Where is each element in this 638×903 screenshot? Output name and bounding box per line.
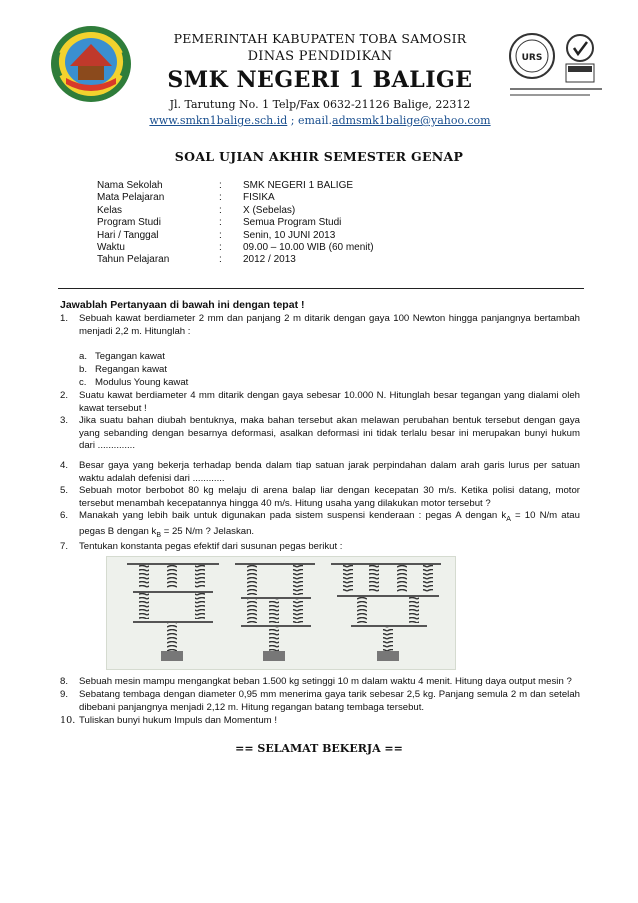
- info-value: SMK NEGERI 1 BALIGE: [243, 180, 354, 191]
- question-text: Sebatang tembaga dengan diameter 0,95 mm menerima gaya tarik sebesar 2,5 kg. Panjang semula 2 m dan setelah dibebani panjangnya menjadi 2,12 m. Hitung regangan batang tembaga tersebut.: [79, 689, 580, 713]
- question-number: 1.: [60, 313, 69, 324]
- sub-label: b.: [79, 364, 88, 375]
- info-colon: :: [219, 180, 222, 191]
- svg-text:URS: URS: [521, 53, 543, 63]
- info-value: 2012 / 2013: [243, 254, 296, 266]
- info-key: Nama Sekolah: [97, 180, 163, 191]
- spring-arrangement-figure: [106, 556, 456, 670]
- section-divider: [58, 288, 584, 289]
- question-number: 6.: [60, 510, 69, 521]
- info-key: Waktu: [97, 241, 125, 253]
- info-colon: :: [219, 192, 222, 204]
- info-row: [97, 230, 374, 242]
- exam-info-table: [97, 180, 374, 267]
- info-row: [97, 180, 374, 192]
- question-item: [60, 510, 580, 543]
- sub-text: Tegangan kawat: [95, 351, 165, 362]
- question-number: 5.: [60, 485, 69, 496]
- info-value: Senin, 10 JUNI 2013: [243, 229, 336, 241]
- info-key: Hari / Tanggal: [97, 229, 159, 241]
- subscript-a: A: [506, 515, 511, 523]
- info-row: [97, 205, 374, 217]
- question-text: Sebuah kawat berdiameter 2 mm dan panjang 2 m ditarik dengan gaya 100 Newton hingga panjangnya bertambah menjadi 2,2 m. Hitunglah :: [79, 313, 580, 337]
- info-key: Tahun Pelajaran: [97, 254, 170, 266]
- email-link[interactable]: admsmk1balige@yahoo.com: [332, 114, 491, 127]
- info-value: FISIKA: [243, 192, 275, 204]
- question-item: [60, 415, 580, 453]
- question-number: 3.: [60, 415, 69, 426]
- school-address: Jl. Tarutung No. 1 Telp/Fax 0632-21126 Balige, 22312: [169, 98, 471, 111]
- info-key: Kelas: [97, 204, 123, 216]
- sub-text: Regangan kawat: [95, 364, 168, 375]
- question-text-part: = 25 N/m ? Jelaskan.: [161, 526, 255, 538]
- closing-message: == SELAMAT BEKERJA ==: [235, 742, 403, 755]
- question-item: [60, 541, 580, 554]
- government-name: PEMERINTAH KABUPATEN TOBA SAMOSIR: [173, 31, 467, 46]
- sub-item: [79, 377, 188, 390]
- department-name: DINAS PENDIDIKAN: [247, 49, 393, 64]
- iso-certification-logo: [506, 26, 606, 110]
- question-number: 4.: [60, 460, 69, 471]
- question-text-part: = 10 N/m atau pegas B dengan k: [79, 510, 580, 538]
- info-colon: :: [219, 229, 222, 241]
- contact-line: [140, 114, 500, 127]
- question-item: [60, 676, 580, 689]
- info-key: Program Studi: [97, 217, 161, 229]
- question-number: 9.: [60, 689, 69, 700]
- question-item: [60, 313, 580, 338]
- info-row: [97, 217, 374, 229]
- question-number: 8.: [60, 676, 69, 687]
- info-colon: :: [219, 217, 222, 229]
- info-colon: :: [219, 241, 222, 253]
- sub-text: Modulus Young kawat: [95, 377, 189, 388]
- question-text: Sebuah motor berbobot 80 kg melaju di arena balap liar dengan kecepatan 30 m/s. Ketika polisi datang, motor tersebut menambah kecepatannya hingga 40 m/s. Hitung usaha yang dilakukan motor tersebut ?: [79, 485, 580, 509]
- question-number: 2.: [60, 390, 69, 401]
- question-item: [60, 689, 580, 714]
- website-link[interactable]: www.smkn1balige.sch.id: [149, 114, 288, 127]
- question-text: Jika suatu bahan diubah bentuknya, maka bahan tersebut akan melawan perubahan bentuk tersebut dengan gaya yang sebanding dengan besarnya deformasi, asalkan deformasi ini tidak terlalu besar ini merupakan bunyi hukum dari ..............: [79, 415, 580, 451]
- contact-separator: ; email.: [287, 114, 333, 127]
- question-text: Sebuah mesin mampu mengangkat beban 1.500 kg setinggi 10 m dalam waktu 4 menit. Hitung daya output mesin ?: [79, 676, 572, 687]
- sub-item: [79, 364, 167, 377]
- question-text: Tuliskan bunyi hukum Impuls dan Momentum !: [79, 715, 278, 726]
- spring-group-c: [331, 563, 441, 661]
- question-item: [60, 485, 580, 510]
- question-number: 10.: [60, 715, 76, 726]
- info-value: X (Sebelas): [243, 204, 296, 216]
- sub-label: a.: [79, 351, 88, 362]
- subscript-b: B: [156, 532, 162, 540]
- info-row: [97, 242, 374, 254]
- info-colon: :: [219, 254, 222, 266]
- question-text-part: Manakah yang lebih baik untuk digunakan pada sistem suspensi kenderaan : pegas A dengan k: [79, 510, 507, 521]
- question-item: [60, 460, 580, 485]
- info-key: Mata Pelajaran: [97, 192, 165, 204]
- question-item: [60, 715, 580, 728]
- instruction: Jawablah Pertanyaan di bawah ini dengan tepat !: [60, 299, 305, 311]
- question-text: [79, 510, 580, 543]
- question-text: Suatu kawat berdiameter 4 mm ditarik dengan gaya sebesar 10.000 N. Hitunglah besar tegangan yang dialami oleh kawat tersebut !: [79, 390, 580, 414]
- info-value: Semua Program Studi: [243, 217, 342, 229]
- regency-emblem-logo: [48, 22, 134, 106]
- school-name: SMK NEGERI 1 BALIGE: [167, 67, 473, 93]
- sub-label: c.: [79, 377, 87, 388]
- question-text: Tentukan konstanta pegas efektif dari susunan pegas berikut :: [79, 541, 343, 552]
- spring-group-b: [235, 563, 315, 661]
- exam-title: SOAL UJIAN AKHIR SEMESTER GENAP: [174, 149, 464, 164]
- question-item: [60, 390, 580, 415]
- spring-group-a: [127, 563, 219, 661]
- question-number: 7.: [60, 541, 69, 552]
- info-row: [97, 192, 374, 204]
- info-colon: :: [219, 204, 222, 216]
- sub-item: [79, 351, 165, 364]
- info-value: 09.00 – 10.00 WIB (60 menit): [243, 241, 374, 253]
- question-text: Besar gaya yang bekerja terhadap benda dalam tiap satuan jarak perpindahan dalam arah garis lurus per satuan waktu adalah defenisi dari ............: [79, 460, 580, 484]
- info-row: [97, 254, 374, 266]
